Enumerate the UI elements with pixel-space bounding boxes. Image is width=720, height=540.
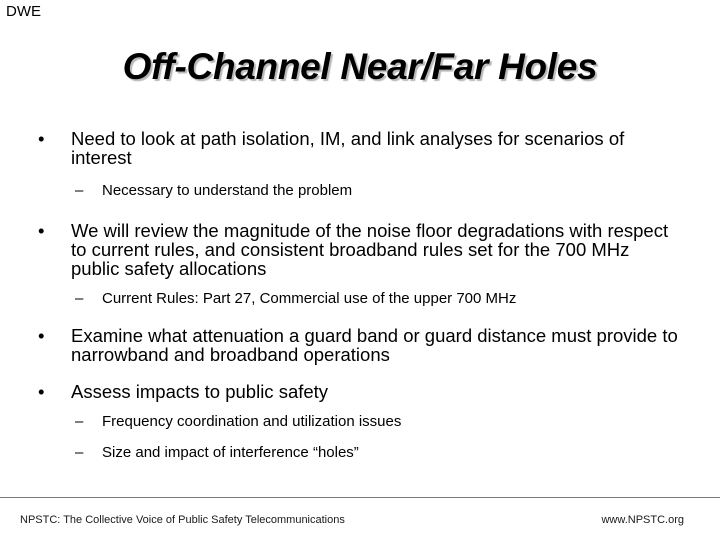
bullet-text: Assess impacts to public safety bbox=[71, 381, 329, 402]
bullet-guard-band bbox=[38, 326, 678, 364]
bullet-noise-floor bbox=[38, 221, 678, 278]
footer-website: www.NPSTC.org bbox=[601, 514, 684, 526]
bullet-marker: • bbox=[38, 220, 45, 241]
sub-bullet-marker: – bbox=[75, 413, 84, 430]
bullet-public-safety bbox=[38, 382, 678, 401]
sub-bullet-frequency-coordination bbox=[75, 414, 675, 430]
sub-bullet-understand-problem bbox=[75, 183, 675, 199]
sub-bullet-marker: – bbox=[75, 290, 84, 307]
sub-bullet-marker: – bbox=[75, 182, 84, 199]
bullet-text: Examine what attenuation a guard band or guard distance must provide to narrowband and broadband operations bbox=[71, 325, 678, 365]
bullet-marker: • bbox=[38, 381, 45, 402]
footer-organization: NPSTC: The Collective Voice of Public Safety Telecommunications bbox=[20, 514, 345, 526]
sub-bullet-marker: – bbox=[75, 444, 84, 461]
bullet-text: Need to look at path isolation, IM, and link analyses for scenarios of interest bbox=[71, 128, 625, 168]
sub-bullet-interference-holes bbox=[75, 445, 675, 461]
header-tag: DWE bbox=[6, 3, 41, 20]
sub-bullet-text: Frequency coordination and utilization issues bbox=[102, 413, 402, 430]
sub-bullet-text: Current Rules: Part 27, Commercial use of the upper 700 MHz bbox=[102, 290, 517, 307]
sub-bullet-current-rules bbox=[75, 291, 675, 307]
bullet-marker: • bbox=[38, 128, 45, 149]
bullet-marker: • bbox=[38, 325, 45, 346]
footer-divider bbox=[0, 497, 720, 498]
slide-title: Off-Channel Near/Far Holes bbox=[122, 46, 598, 87]
sub-bullet-text: Size and impact of interference “holes” bbox=[102, 444, 359, 461]
bullet-path-isolation bbox=[38, 129, 678, 167]
bullet-text: We will review the magnitude of the noise floor degradations with respect to current rules, and consistent broadband rules set for the 700 MHz public safety allocations bbox=[71, 220, 669, 279]
sub-bullet-text: Necessary to understand the problem bbox=[102, 182, 353, 199]
